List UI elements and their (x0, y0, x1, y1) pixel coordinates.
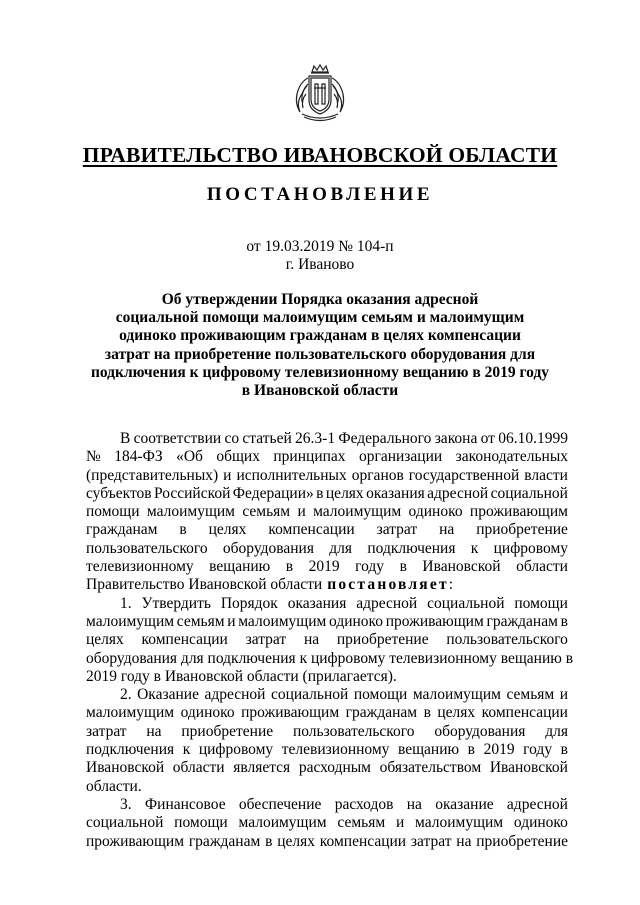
word: малоимущим (313, 503, 402, 521)
item-2-paragraph (86, 686, 568, 796)
word: помощи (514, 594, 568, 612)
word: пользовательского (292, 722, 415, 740)
body-line: области. (86, 777, 142, 795)
word: 1. (120, 594, 132, 612)
body-line (86, 521, 568, 539)
word: обязательством (379, 759, 482, 777)
word: в (316, 484, 324, 502)
word: со (224, 430, 240, 447)
body-line (86, 613, 568, 631)
word: для (329, 539, 353, 557)
word: малоимущим (86, 704, 175, 722)
word: пользовательского (446, 631, 568, 649)
body-line (86, 759, 568, 777)
word: компенсации (268, 521, 355, 539)
word: пользовательского (86, 539, 208, 557)
word: субъектов (86, 484, 152, 502)
word: государственной (408, 466, 520, 484)
word: вещанию (209, 558, 271, 576)
word: Ивановской (489, 759, 568, 777)
word: малоимущим (238, 814, 327, 832)
word: малоимущим (412, 686, 501, 704)
word: для (545, 722, 568, 740)
word: затрат (86, 722, 127, 740)
resolves-word: постановляет: (327, 576, 454, 594)
body-line (86, 467, 568, 485)
word: затрат (245, 631, 287, 649)
word: социальной (490, 484, 568, 502)
word: соответствии (133, 430, 222, 447)
body-line (86, 448, 568, 466)
word: малоимущим (415, 814, 504, 832)
document-heading (70, 291, 570, 400)
word: проживающим (241, 704, 340, 722)
word: в (560, 612, 568, 630)
word: оборудования (434, 722, 526, 740)
body-line (86, 741, 568, 759)
word: социальной (270, 686, 349, 704)
word: семьям (506, 686, 555, 704)
word: власти (524, 466, 568, 484)
body-line (86, 503, 568, 521)
word: обеспечение (238, 795, 322, 813)
word: проживающим (86, 832, 185, 850)
word: гражданам (345, 704, 418, 722)
word: в (179, 521, 187, 539)
heading-line: подключения к цифровому телевизионному вещанию в 2019 году (90, 363, 550, 381)
word: целях (325, 484, 364, 502)
word: целях (208, 521, 247, 539)
word: целях (277, 832, 315, 850)
word: в (265, 832, 273, 850)
document-date-number: от 19.03.2019 № 104-п (246, 238, 394, 255)
body-line: 2019 году в Ивановской области (прилагается). (86, 667, 397, 685)
word: компенсации (141, 631, 228, 649)
word: семьям (176, 612, 225, 630)
body-line (86, 814, 568, 832)
word: помощи (86, 503, 140, 521)
word: оказания (366, 484, 425, 502)
word: организации (358, 448, 443, 466)
word: и (559, 686, 568, 704)
word: Оказание (137, 686, 199, 704)
word: на (439, 521, 455, 539)
word: и (395, 814, 405, 832)
word: 2019 (483, 741, 515, 759)
word: одиноко (329, 612, 384, 630)
word: помощи (174, 814, 228, 832)
word: одиноко (408, 503, 463, 521)
word: адресной (506, 795, 568, 813)
body-line (86, 540, 568, 558)
word: законодательных (455, 448, 568, 466)
word: целях (86, 631, 124, 649)
word: в (560, 741, 568, 759)
word: оказания (287, 594, 347, 612)
word: оборудования (222, 539, 314, 557)
word: целях (437, 704, 476, 722)
word: на (146, 722, 162, 740)
word: гражданам (86, 521, 158, 539)
word: расходным (298, 759, 371, 777)
body-line: оборудования для подключения к цифровому телевизионному вещанию в (86, 649, 574, 667)
word: затрат (376, 521, 418, 539)
word: является (233, 759, 291, 777)
word: проживающим (469, 503, 568, 521)
word: семьям (337, 814, 386, 832)
word: Ивановской (422, 558, 501, 576)
word: приобретение (336, 631, 429, 649)
word: телевизионному (86, 558, 194, 576)
word: (представительных) (86, 466, 219, 484)
word: малоимущим (86, 612, 175, 630)
heading-line: одиноко проживающим гражданам в целях компенсации (119, 327, 521, 345)
word: семьям (242, 503, 291, 521)
item-1-paragraph (86, 594, 574, 686)
word: году (523, 741, 553, 759)
word: и (223, 466, 232, 484)
word: социальной (427, 594, 505, 612)
word: вещанию (398, 741, 460, 759)
word: адресной (427, 484, 489, 502)
item-3-paragraph (86, 796, 568, 851)
word: затрат (410, 832, 452, 850)
word: и (227, 612, 236, 630)
word: компенсации (481, 704, 568, 722)
word: к (182, 741, 191, 759)
word: Федерации» (232, 484, 314, 502)
heading-line: социальной помощи малоимущим семьям и малоимущим (115, 309, 525, 327)
word: и (297, 503, 306, 521)
word: Российской (154, 484, 231, 502)
word: году (355, 558, 385, 576)
word: «Об (176, 448, 203, 466)
word: цифровому (198, 741, 274, 759)
word: проживающим (385, 612, 484, 630)
word: принципах (273, 448, 346, 466)
word: Порядок (220, 594, 278, 612)
word: адресной (204, 686, 266, 704)
word: В (120, 430, 131, 447)
word: на (406, 795, 422, 813)
word: телевизионному (281, 741, 390, 759)
document-body (86, 430, 574, 851)
word: на (456, 832, 472, 850)
body-text: Правительство Ивановской области (86, 576, 323, 594)
word: одиноко (513, 814, 568, 832)
word: к (470, 539, 479, 557)
word: общих (216, 448, 260, 466)
word: в (285, 558, 294, 576)
body-line (86, 430, 568, 448)
word: Ивановской (86, 759, 165, 777)
word: подключения (367, 539, 456, 557)
word: исполнительных (236, 466, 347, 484)
heading-line: Об утверждении Порядка оказания адресной (161, 291, 479, 308)
word: на (303, 631, 320, 649)
word: Федерального (338, 430, 432, 447)
word: приобретение (476, 521, 568, 539)
word: закона (434, 430, 478, 447)
word: 184-ФЗ (114, 448, 163, 466)
word: малоимущим (146, 503, 235, 521)
word: подключения (86, 741, 175, 759)
word: адресной (356, 594, 418, 612)
word: приобретение (476, 832, 568, 850)
word: органов (351, 466, 404, 484)
intro-paragraph (86, 430, 568, 595)
word: в (423, 704, 431, 722)
word: в (467, 741, 475, 759)
word: гражданам (188, 832, 261, 850)
word: Утвердить (141, 594, 211, 612)
word: 3. (120, 795, 132, 813)
word: 26.3-1 (295, 430, 336, 447)
word: одиноко (180, 704, 235, 722)
body-line (86, 558, 568, 576)
document-city: г. Иваново (285, 256, 355, 273)
word: от (480, 430, 495, 447)
word: оказание (435, 795, 494, 813)
heading-line: затрат на приобретение пользовательского оборудования для (104, 345, 536, 363)
word: гражданам (486, 612, 558, 630)
word: № (86, 448, 101, 466)
word: малоимущим (238, 612, 327, 630)
word: 2019 (308, 558, 340, 576)
word: приобретение (181, 722, 274, 740)
coat-of-arms-icon (290, 64, 350, 122)
word: Финансовое (144, 795, 226, 813)
word: помощи (353, 686, 408, 704)
heading-line: в Ивановской области (241, 382, 399, 400)
word: статьей (242, 430, 292, 447)
body-line (86, 686, 568, 704)
body-line (86, 631, 568, 649)
body-line (86, 704, 568, 722)
body-line (86, 796, 568, 814)
word: цифровому (493, 539, 568, 557)
body-line (86, 833, 568, 851)
body-line (86, 723, 568, 741)
word: области (172, 759, 225, 777)
word: 2. (120, 686, 132, 704)
word: в (399, 558, 407, 576)
document-type: ПОСТАНОВЛЕНИЕ (206, 184, 434, 205)
word: области (516, 558, 568, 576)
government-name: ПРАВИТЕЛЬСТВО ИВАНОВСКОЙ ОБЛАСТИ (82, 143, 558, 167)
word: социальной (86, 814, 164, 832)
word: 06.10.1999 (498, 430, 568, 447)
word: компенсации (319, 832, 407, 850)
body-line (86, 595, 568, 613)
body-line (86, 576, 568, 594)
body-line (86, 485, 568, 503)
word: расходов (334, 795, 394, 813)
